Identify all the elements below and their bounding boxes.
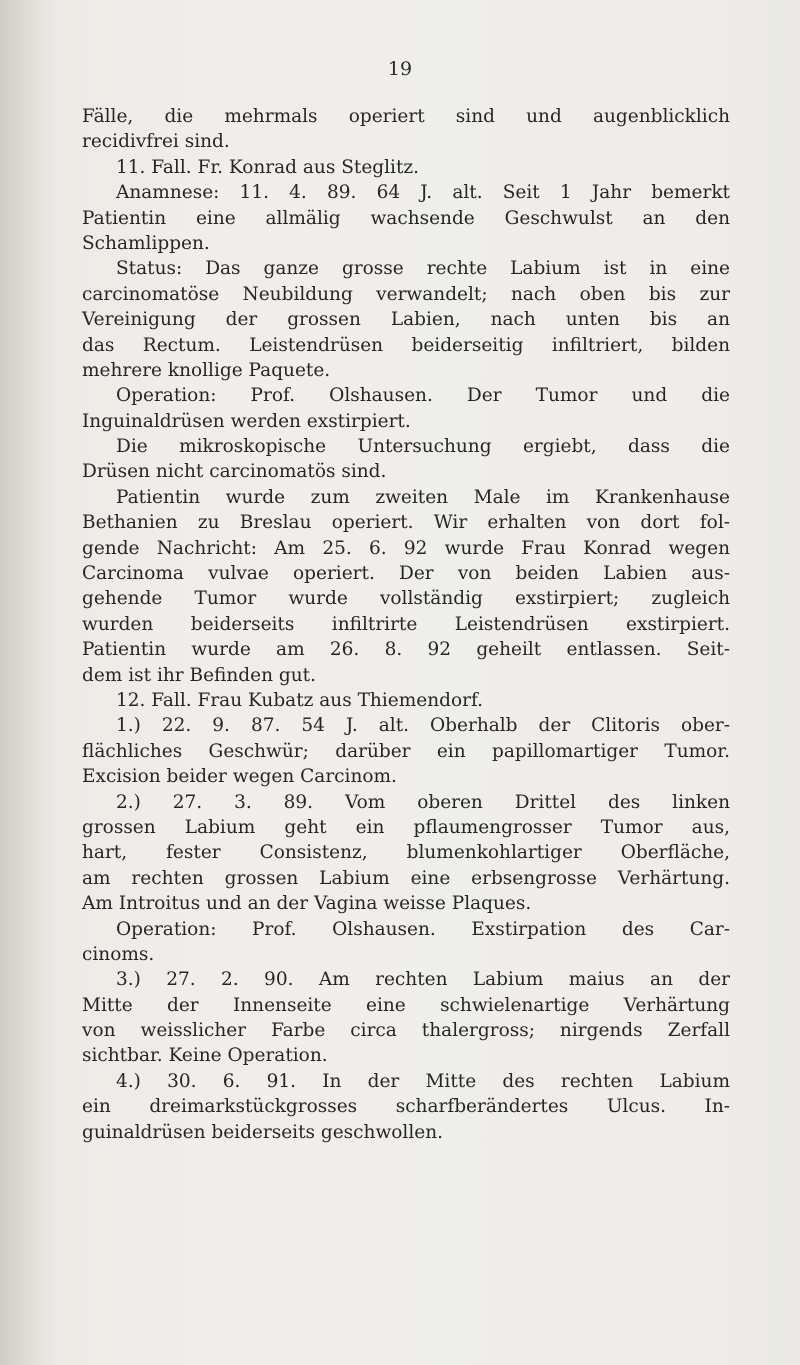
text-line: gende Nachricht: Am 25. 6. 92 wurde Frau Konrad wegen (82, 537, 730, 559)
text-line: Status: Das ganze grosse rechte Labium ist in eine (116, 258, 730, 280)
text-line: Drüsen nicht carcinomatös sind. (82, 461, 387, 483)
text-line: carcinomatöse Neubildung verwandelt; nach oben bis zur (82, 283, 730, 305)
text-line: Am Introitus und an der Vagina weisse Plaques. (82, 893, 532, 915)
text-line: 12. Fall. Frau Kubatz aus Thiemendorf. (116, 689, 484, 711)
text-line: das Rectum. Leistendrüsen beiderseitig infiltriert, bilden (82, 334, 730, 356)
body-text (82, 104, 730, 1145)
text-line: Excision beider wegen Carcinom. (82, 766, 397, 788)
text-line: 3.) 27. 2. 90. Am rechten Labium maius an der (116, 969, 730, 991)
text-line: gehende Tumor wurde vollständig exstirpiert; zugleich (82, 588, 730, 610)
text-line: Vereinigung der grossen Labien, nach unten bis an (82, 309, 730, 331)
text-line: am rechten grossen Labium eine erbsengrosse Verhärtung. (82, 867, 730, 889)
text-line: flächliches Geschwür; darüber ein papillomartiger Tumor. (82, 740, 730, 762)
text-line: Operation: Prof. Olshausen. Exstirpation des Car- (116, 918, 730, 940)
text-line: ein dreimarkstückgrosses scharfberändertes Ulcus. In- (82, 1096, 730, 1118)
text-line: Anamnese: 11. 4. 89. 64 J. alt. Seit 1 Jahr bemerkt (116, 182, 730, 204)
text-line: hart, fester Consistenz, blumenkohlartiger Oberfläche, (82, 842, 730, 864)
text-line: cinoms. (82, 943, 155, 965)
text-line: Die mikroskopische Untersuchung ergiebt, dass die (116, 436, 730, 458)
text-line: Patientin eine allmälig wachsende Geschwulst an den (82, 207, 730, 229)
text-line: Fälle, die mehrmals operiert sind und augenblicklich (82, 106, 730, 127)
text-line: 2.) 27. 3. 89. Vom oberen Drittel des linken (116, 791, 730, 813)
text-line: guinaldrüsen beiderseits geschwollen. (82, 1121, 443, 1143)
text-line: Operation: Prof. Olshausen. Der Tumor und die (116, 385, 730, 407)
text-line: Patientin wurde zum zweiten Male im Krankenhause (116, 486, 730, 508)
text-line: Carcinoma vulvae operiert. Der von beiden Labien aus- (82, 563, 730, 585)
text-line: von weisslicher Farbe circa thalergross; nirgends Zerfall (82, 1020, 730, 1042)
text-line: 4.) 30. 6. 91. In der Mitte des rechten Labium (116, 1070, 730, 1092)
page-number: 19 (387, 58, 413, 80)
text-line: 1.) 22. 9. 87. 54 J. alt. Oberhalb der Clitoris ober- (116, 715, 730, 737)
text-line: sichtbar. Keine Operation. (82, 1045, 328, 1067)
page-gutter-shadow (0, 0, 60, 1365)
text-line: Bethanien zu Breslau operiert. Wir erhalten von dort fol- (82, 512, 730, 534)
text-line: dem ist ihr Befinden gut. (82, 664, 316, 686)
text-line: recidivfrei sind. (82, 131, 230, 153)
text-line: Mitte der Innenseite eine schwielenartige Verhärtung (82, 994, 730, 1016)
text-line: wurden beiderseits infiltrirte Leistendrüsen exstirpiert. (82, 613, 730, 635)
text-line: grossen Labium geht ein pflaumengrosser Tumor aus, (82, 816, 730, 838)
text-line: mehrere knollige Paquete. (82, 359, 331, 381)
text-line: Inguinaldrüsen werden exstirpiert. (82, 410, 411, 432)
text-line: Patientin wurde am 26. 8. 92 geheilt entlassen. Seit- (82, 639, 730, 661)
text-line: 11. Fall. Fr. Konrad aus Steglitz. (116, 156, 420, 178)
text-line: Schamlippen. (82, 232, 210, 254)
